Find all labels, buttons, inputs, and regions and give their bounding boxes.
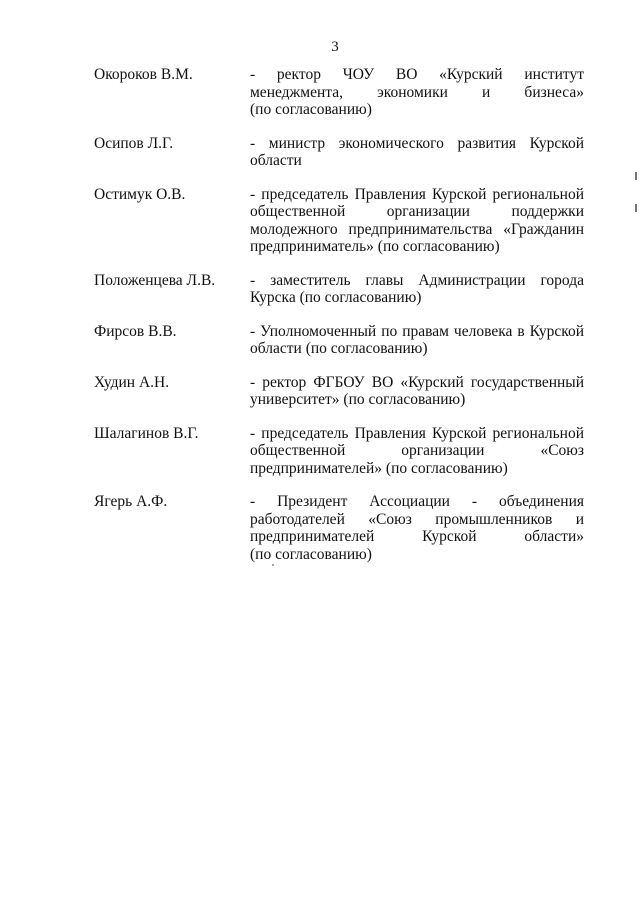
scan-speck <box>272 564 274 566</box>
member-description <box>250 425 584 478</box>
scan-margin-mark <box>635 204 637 212</box>
description-line: области <box>250 152 302 169</box>
description-line: Курска (по согласованию) <box>250 289 422 306</box>
description-line: области (по согласованию) <box>250 340 428 357</box>
description-line: предпринимателей Курской области» <box>250 528 584 545</box>
member-description <box>250 493 584 563</box>
description-line: - заместитель главы Администрации города <box>250 271 584 289</box>
member-list <box>94 66 584 579</box>
description-line: - ректор ФГБОУ ВО «Курский государственный <box>250 373 584 391</box>
member-row <box>94 66 584 119</box>
member-row <box>94 272 584 307</box>
description-line: - Уполномоченный по правам человека в Курской <box>250 322 584 340</box>
description-line: работодателей «Союз промышленников и <box>250 510 584 528</box>
description-line: общественной организации «Союз <box>250 442 584 459</box>
member-name: Фирсов В.В. <box>94 322 177 340</box>
member-row <box>94 374 584 409</box>
member-description <box>250 135 584 170</box>
member-name: Ягерь А.Ф. <box>94 493 168 510</box>
member-row <box>94 493 584 563</box>
member-row <box>94 186 584 256</box>
member-name: Осипов Л.Г. <box>94 134 174 152</box>
scan-margin-mark <box>635 172 637 180</box>
description-line: - министр экономического развития Курской <box>250 134 584 152</box>
member-row <box>94 135 584 170</box>
member-description <box>250 186 584 256</box>
description-line: менеджмента, экономики и бизнеса» <box>250 83 584 101</box>
member-name: Шалагинов В.Г. <box>94 424 199 442</box>
member-description <box>250 272 584 307</box>
description-line: - Президент Ассоциации - объединения <box>250 493 584 510</box>
description-line: - председатель Правления Курской региональной <box>250 185 584 203</box>
member-row <box>94 323 584 358</box>
description-line: предприниматель» (по согласованию) <box>250 238 500 255</box>
member-row <box>94 425 584 478</box>
member-name: Окороков В.М. <box>94 66 193 83</box>
member-description <box>250 323 584 358</box>
member-name: Худин А.Н. <box>94 373 170 391</box>
description-line: (по согласованию) <box>250 545 372 563</box>
description-line: предпринимателей» (по согласованию) <box>250 459 508 477</box>
description-line: молодежного предпринимательства «Гражданин <box>250 220 584 238</box>
page-number: 3 <box>331 39 339 55</box>
description-line: - ректор ЧОУ ВО «Курский институт <box>250 66 584 83</box>
member-name: Остимук О.В. <box>94 185 186 203</box>
member-description <box>250 66 584 119</box>
description-line: общественной организации поддержки <box>250 203 584 220</box>
member-description <box>250 374 584 409</box>
description-line: (по согласованию) <box>250 101 372 118</box>
member-name: Положенцева Л.В. <box>94 271 216 289</box>
description-line: - председатель Правления Курской региональной <box>250 424 584 442</box>
description-line: университет» (по согласованию) <box>250 391 466 408</box>
